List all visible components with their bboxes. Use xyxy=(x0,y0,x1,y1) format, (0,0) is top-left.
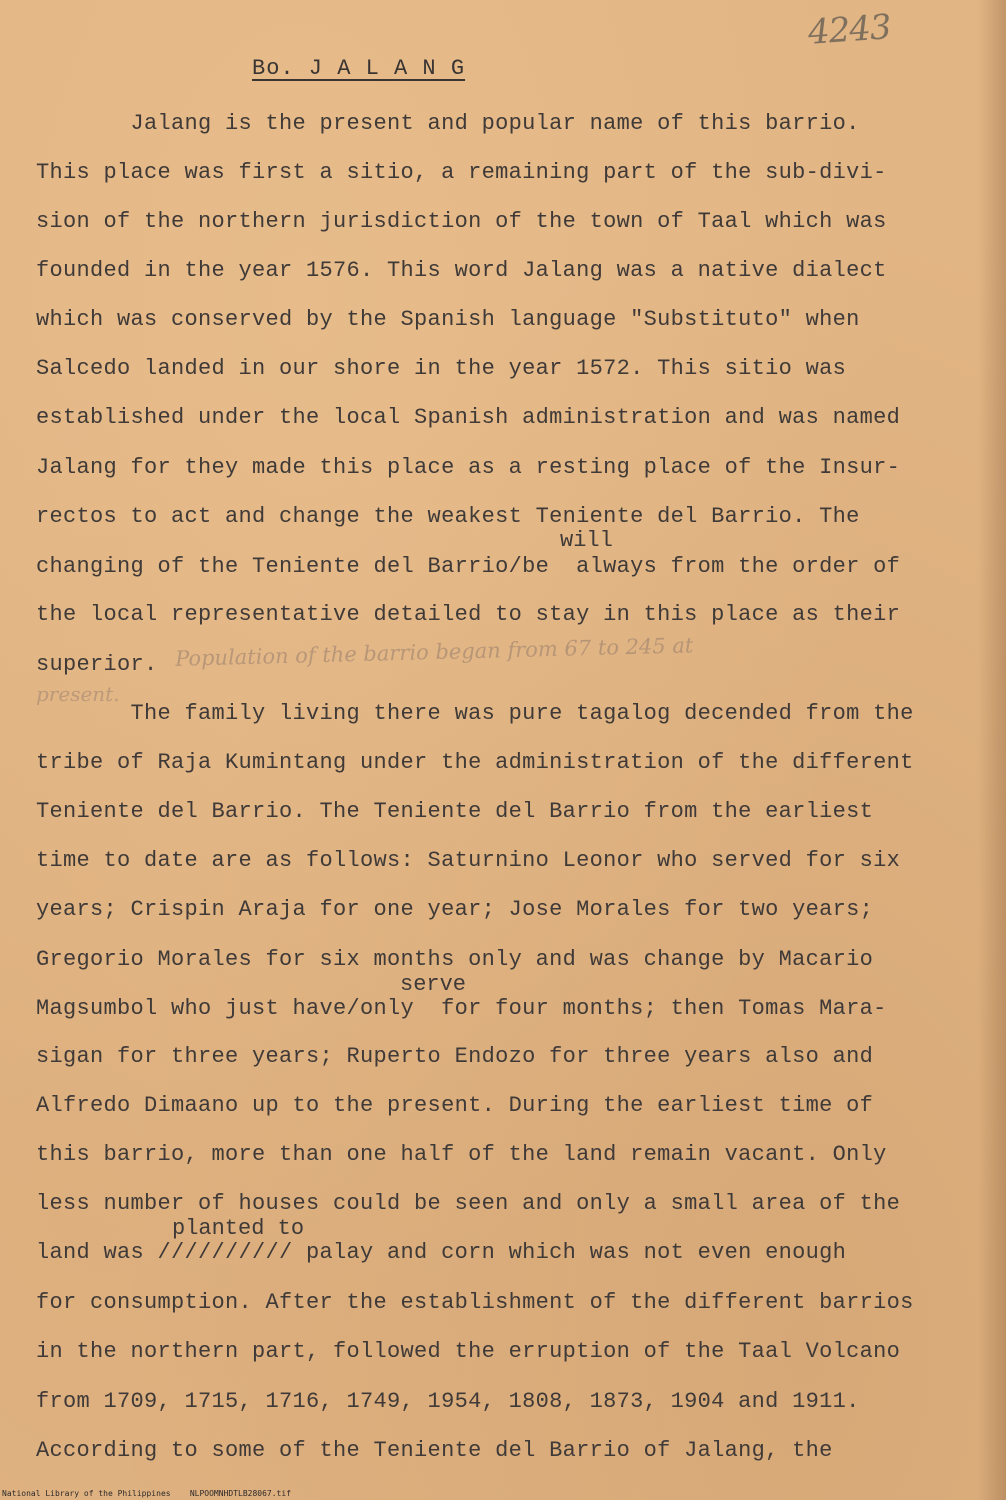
text-line: Alfredo Dimaano up to the present. During the earliest time of xyxy=(36,1093,874,1118)
text-line: Gregorio Morales for six months only and was change by Macario xyxy=(36,947,874,972)
text-line: from 1709, 1715, 1716, 1749, 1954, 1808, 1873, 1904 and 1911. xyxy=(36,1389,860,1414)
text-line: this barrio, more than one half of the land remain vacant. Only xyxy=(36,1142,887,1167)
text-line: in the northern part, followed the erruption of the Taal Volcano xyxy=(36,1339,901,1364)
text-line: founded in the year 1576. This word Jalang was a native dialect xyxy=(36,258,887,283)
text-line: for consumption. After the establishment of the different barrios xyxy=(36,1290,914,1315)
text-line: This place was first a sitio, a remaining part of the sub-divi- xyxy=(36,160,887,185)
typed-insert-serve: serve xyxy=(400,972,467,997)
pencil-annotation: Population of the barrio began from 67 to 245 at xyxy=(174,633,694,671)
text-line: The family living there was pure tagalog decended from the xyxy=(36,701,914,726)
pencil-annotation-continued: present. xyxy=(36,682,120,706)
page-number: 4243 xyxy=(806,7,892,53)
text-line: Jalang is the present and popular name of this barrio. xyxy=(36,111,860,136)
page-edge-shadow xyxy=(978,0,1006,1500)
text-line: sion of the northern jurisdiction of the town of Taal which was xyxy=(36,209,887,234)
text-line: Teniente del Barrio. The Teniente del Barrio from the earliest xyxy=(36,799,874,824)
text-line: less number of houses could be seen and only a small area of the xyxy=(36,1191,901,1216)
text-line: rectos to act and change the weakest Teniente del Barrio. The xyxy=(36,504,860,529)
text-line: sigan for three years; Ruperto Endozo for three years also and xyxy=(36,1044,874,1069)
text-line: land was ////////// palay and corn which was not even enough xyxy=(36,1240,847,1265)
text-line: Salcedo landed in our shore in the year 1572. This sitio was xyxy=(36,356,847,381)
text-line: Magsumbol who just have/only for four months; then Tomas Mara- xyxy=(36,996,887,1021)
text-line: tribe of Raja Kumintang under the administration of the different xyxy=(36,750,914,775)
text-line: which was conserved by the Spanish language "Substituto" when xyxy=(36,307,860,332)
text-line: time to date are as follows: Saturnino Leonor who served for six xyxy=(36,848,901,873)
text-line: the local representative detailed to stay in this place as their xyxy=(36,602,901,627)
text-line: established under the local Spanish administration and was named xyxy=(36,405,901,430)
text-line: superior. xyxy=(36,652,158,677)
typed-insert-planted-to: planted to xyxy=(172,1216,305,1241)
text-line: Jalang for they made this place as a resting place of the Insur- xyxy=(36,455,901,480)
document-title: Bo. J A L A N G xyxy=(252,56,466,81)
text-line: years; Crispin Araja for one year; Jose Morales for two years; xyxy=(36,897,874,922)
text-line: According to some of the Teniente del Barrio of Jalang, the xyxy=(36,1438,833,1463)
archive-footer: National Library of the Philippines NLPOOMNHDTLB28067.tif xyxy=(2,1489,291,1498)
text-line: changing of the Teniente del Barrio/be always from the order of xyxy=(36,554,901,579)
typed-insert-will: will xyxy=(560,528,613,553)
